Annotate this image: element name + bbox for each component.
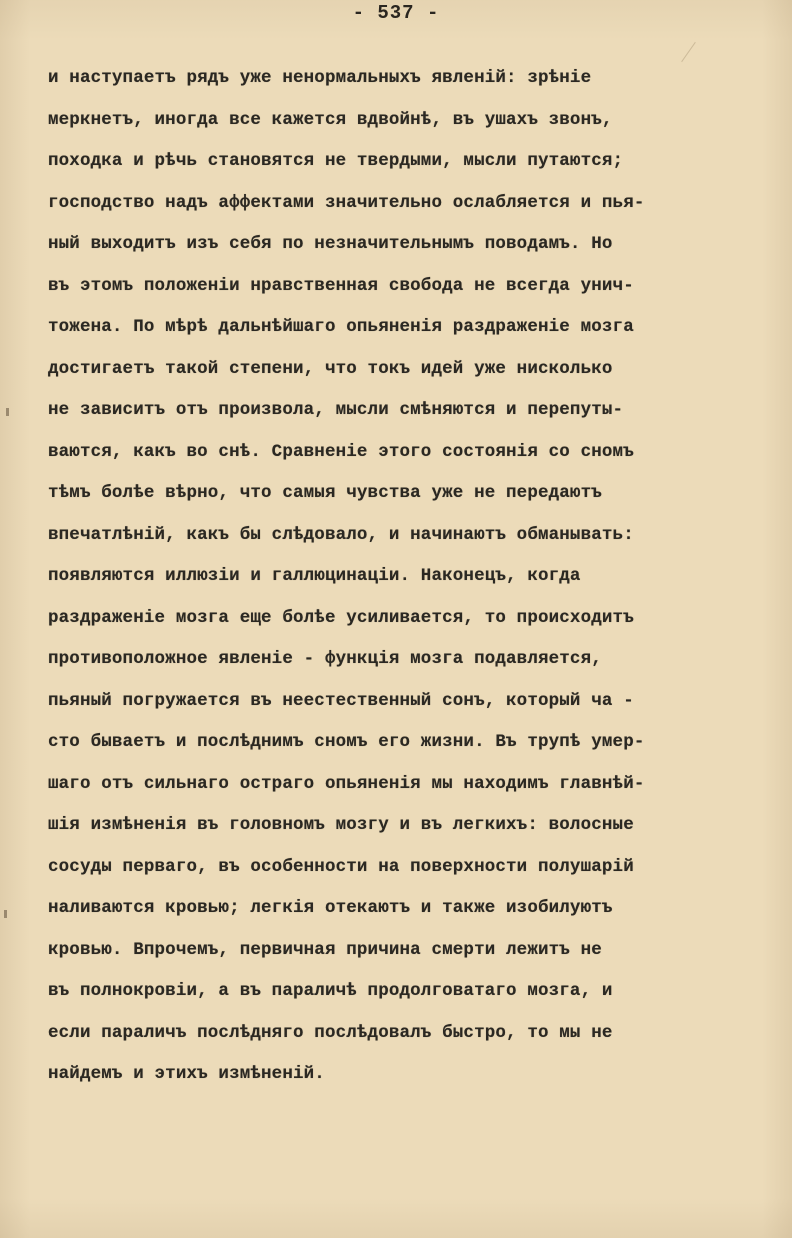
margin-mark	[4, 910, 7, 918]
text-line: тѣмъ болѣе вѣрно, что самыя чувства уже не передаютъ	[48, 483, 602, 503]
text-line: достигаетъ такой степени, что токъ идей уже нисколько	[48, 358, 613, 379]
text-line: наливаются кровью; легкiя отекаютъ и также изобилуютъ	[48, 898, 613, 918]
text-line: ный выходитъ изъ себя по незначительнымъ поводамъ. Но	[48, 234, 613, 254]
text-line: если параличъ послѣдняго послѣдовалъ быстро, то мы не	[48, 1022, 613, 1043]
paper-crease	[681, 42, 696, 62]
page-number: - 537 -	[352, 2, 440, 24]
text-line: господство надъ аффектами значительно ослабляется и пья-	[48, 192, 645, 213]
text-line: не зависитъ отъ произвола, мысли смѣняются и перепуты-	[48, 400, 624, 420]
body-text	[48, 64, 768, 1102]
text-line: сосуды перваго, въ особенности на поверхности полушарiй	[48, 856, 634, 877]
text-line: шiя измѣненiя въ головномъ мозгу и въ легкихъ: волосные	[48, 815, 634, 835]
text-line: въ этомъ положенiи нравственная свобода не всегда унич-	[48, 275, 634, 296]
text-line: тожена. По мѣрѣ дальнѣйшаго опьяненiя раздраженiе мозга	[48, 317, 634, 337]
text-line: въ полнокровiи, а въ параличѣ продолговатаго мозга, и	[48, 981, 613, 1001]
text-line: походка и рѣчь становятся не твердыми, мысли путаются;	[48, 151, 624, 171]
text-line: найдемъ и этихъ измѣненiй.	[48, 1064, 325, 1084]
text-line: сто бываетъ и послѣднимъ сномъ его жизни. Въ трупѣ умер-	[48, 732, 645, 752]
text-line: кровью. Впрочемъ, первичная причина смерти лежитъ не	[48, 939, 602, 960]
margin-mark	[6, 408, 9, 416]
text-line: раздраженiе мозга еще болѣе усиливается, то происходитъ	[48, 607, 634, 628]
text-line: пьяный погружается въ неестественный сонъ, который ча -	[48, 690, 634, 711]
text-line: и наступаетъ рядъ уже ненормальныхъ явленiй: зрѣнiе	[48, 68, 592, 88]
text-line: противоположное явленiе - функцiя мозга подавляется,	[48, 649, 602, 669]
text-line: ваются, какъ во снѣ. Сравненiе этого состоянiя со сномъ	[48, 441, 634, 462]
text-line: появляются иллюзiи и галлюцинацiи. Наконецъ, когда	[48, 566, 581, 586]
text-line: впечатлѣнiй, какъ бы слѣдовало, и начинаютъ обманывать:	[48, 524, 634, 545]
text-line: шаго отъ сильнаго остраго опьяненiя мы находимъ главнѣй-	[48, 773, 645, 794]
text-line: меркнетъ, иногда все кажется вдвойнѣ, въ ушахъ звонъ,	[48, 109, 613, 130]
